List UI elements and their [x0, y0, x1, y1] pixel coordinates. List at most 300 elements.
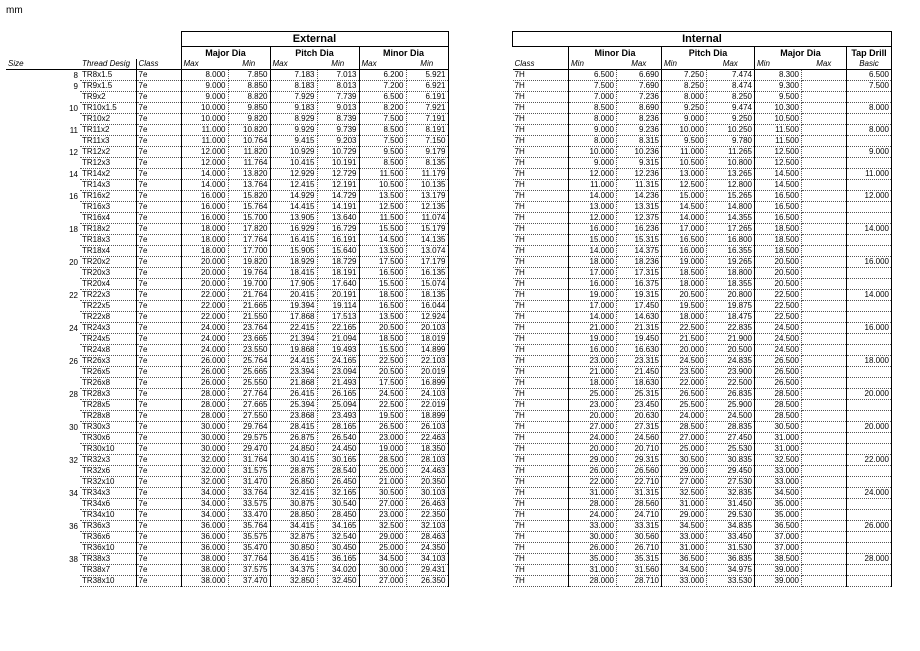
tap-drill-cell [847, 499, 892, 510]
internal-table-row [513, 367, 892, 378]
int-pitch-min-cell: 33.000 [662, 532, 707, 543]
int-minor-max-cell: 27.315 [617, 422, 662, 433]
internal-class-cell: 7H [513, 565, 569, 576]
size-cell: 28 [69, 389, 78, 399]
int-major-max-cell [802, 301, 847, 312]
int-major-min-cell: 9.500 [755, 92, 802, 103]
internal-class-cell: 7H [513, 510, 569, 521]
external-table-row [6, 224, 448, 235]
external-table-row [6, 158, 448, 169]
size-cell: 26 [69, 356, 78, 366]
external-table-row [6, 279, 448, 290]
int-pitch-max-cell: 7.474 [707, 70, 755, 81]
minor-min-cell: 15.074 [406, 279, 448, 290]
pitch-max-cell: 14.415 [270, 202, 317, 213]
int-minor-min-cell: 7.000 [569, 92, 617, 103]
int-major-min-cell: 28.500 [755, 400, 802, 411]
pitch-max-cell: 23.868 [270, 411, 317, 422]
minor-min-cell: 20.350 [406, 477, 448, 488]
int-major-min-cell: 31.000 [755, 444, 802, 455]
internal-table-row [513, 312, 892, 323]
tap-drill-cell [847, 312, 892, 323]
int-major-max-cell [802, 268, 847, 279]
major-max-cell: 22.000 [181, 312, 228, 323]
int-major-max-cell [802, 510, 847, 521]
tap-drill-cell [847, 334, 892, 345]
int-minor-max-cell: 17.450 [617, 301, 662, 312]
internal-table-row [513, 466, 892, 477]
tap-drill-cell: 9.000 [847, 147, 892, 158]
class-cell: 7e [136, 334, 181, 345]
major-max-cell: 20.000 [181, 268, 228, 279]
pitch-max-cell: 23.394 [270, 367, 317, 378]
int-major-min-cell: 22.500 [755, 312, 802, 323]
internal-class-cell: 7H [513, 268, 569, 279]
int-minor-min-cell: 24.000 [569, 433, 617, 444]
major-max-cell: 11.000 [181, 136, 228, 147]
internal-class-cell: 7H [513, 323, 569, 334]
thread-designation-cell: TR18x3 [80, 235, 136, 246]
size-cell: 36 [69, 521, 78, 531]
int-pitch-min-cell: 27.000 [662, 433, 707, 444]
int-major-min-cell: 36.500 [755, 521, 802, 532]
pitch-max-cell: 30.415 [270, 455, 317, 466]
int-pitch-max-cell: 14.355 [707, 213, 755, 224]
minor-min-cell: 15.179 [406, 224, 448, 235]
thread-designation-cell: TR38x7 [80, 565, 136, 576]
minor-min-cell: 16.899 [406, 378, 448, 389]
class-cell: 7e [136, 378, 181, 389]
tap-drill-basic-header: Basic [847, 59, 892, 70]
thread-designation-cell: TR20x4 [80, 279, 136, 290]
size-cell [6, 400, 80, 411]
external-table-row [6, 202, 448, 213]
minor-min-cell: 24.350 [406, 543, 448, 554]
size-cell: 30 [69, 422, 78, 432]
pitch-min-cell: 34.020 [317, 565, 359, 576]
minor-min-cell: 18.019 [406, 334, 448, 345]
internal-class-header: Class [513, 59, 569, 70]
int-major-max-cell [802, 136, 847, 147]
minor-min-cell: 26.463 [406, 499, 448, 510]
internal-table-row [513, 224, 892, 235]
internal-table-row [513, 521, 892, 532]
internal-class-cell: 7H [513, 422, 569, 433]
minor-min-cell: 28.103 [406, 455, 448, 466]
int-major-min-cell: 22.500 [755, 301, 802, 312]
unit-label: mm [6, 5, 23, 16]
tap-drill-cell [847, 92, 892, 103]
minor-max-cell: 15.500 [359, 224, 406, 235]
internal-class-cell: 7H [513, 356, 569, 367]
int-major-max-cell [802, 202, 847, 213]
int-minor-min-cell: 20.000 [569, 411, 617, 422]
tap-drill-cell [847, 268, 892, 279]
thread-designation-cell: TR28x5 [80, 400, 136, 411]
int-pitch-min-cell: 9.500 [662, 136, 707, 147]
major-min-cell: 17.820 [228, 224, 270, 235]
int-pitch-min-cell: 27.000 [662, 477, 707, 488]
major-max-cell: 26.000 [181, 378, 228, 389]
pitch-max-cell: 12.415 [270, 180, 317, 191]
minor-min-cell: 7.150 [406, 136, 448, 147]
int-pitch-max-cell: 10.800 [707, 158, 755, 169]
tap-drill-cell: 20.000 [847, 422, 892, 433]
minor-max-cell: 8.200 [359, 103, 406, 114]
internal-table-row [513, 444, 892, 455]
int-pitch-max-cell: 16.800 [707, 235, 755, 246]
internal-minor-dia-header: Minor Dia [569, 47, 662, 60]
minor-max-cell: 30.000 [359, 565, 406, 576]
int-major-max-cell [802, 169, 847, 180]
internal-class-cell: 7H [513, 345, 569, 356]
minor-min-cell: 22.103 [406, 356, 448, 367]
int-minor-max-cell: 21.315 [617, 323, 662, 334]
class-cell: 7e [136, 312, 181, 323]
internal-class-cell: 7H [513, 543, 569, 554]
external-table-row [6, 92, 448, 103]
external-table-row [6, 290, 448, 301]
pitch-min-cell: 8.013 [317, 81, 359, 92]
internal-table-row [513, 411, 892, 422]
int-major-max-cell [802, 70, 847, 81]
thread-designation-cell: TR12x2 [80, 147, 136, 158]
external-table-row [6, 543, 448, 554]
size-cell: 24 [69, 323, 78, 333]
int-pitch-max-cell: 25.900 [707, 400, 755, 411]
int-pitch-max-cell: 18.355 [707, 279, 755, 290]
int-minor-max-cell: 15.315 [617, 235, 662, 246]
internal-table-row [513, 81, 892, 92]
int-pitch-max-cell: 9.474 [707, 103, 755, 114]
int-pitch-max-cell: 10.250 [707, 125, 755, 136]
int-pitch-min-cell: 18.000 [662, 312, 707, 323]
minor-max-cell: 20.500 [359, 323, 406, 334]
tap-drill-cell [847, 466, 892, 477]
pitch-min-cell: 32.540 [317, 532, 359, 543]
int-minor-min-cell: 19.000 [569, 290, 617, 301]
pitch-min-header: Min [317, 59, 359, 70]
pitch-max-cell: 9.929 [270, 125, 317, 136]
major-min-cell: 11.820 [228, 147, 270, 158]
int-minor-min-cell: 24.000 [569, 510, 617, 521]
pitch-max-cell: 19.394 [270, 301, 317, 312]
int-major-max-cell [802, 147, 847, 158]
minor-max-cell: 19.000 [359, 444, 406, 455]
internal-table-row [513, 169, 892, 180]
internal-table-row [513, 532, 892, 543]
size-cell [6, 246, 80, 257]
int-major-min-cell: 28.500 [755, 411, 802, 422]
int-pitch-max-cell: 17.265 [707, 224, 755, 235]
size-cell: 16 [69, 191, 78, 201]
int-minor-min-cell: 28.000 [569, 576, 617, 587]
int-minor-min-cell: 8.500 [569, 103, 617, 114]
external-class-header: Class [136, 59, 181, 70]
pitch-min-cell: 9.203 [317, 136, 359, 147]
pitch-max-cell: 10.929 [270, 147, 317, 158]
int-major-min-cell: 18.500 [755, 235, 802, 246]
int-pitch-max-cell: 8.250 [707, 92, 755, 103]
int-minor-min-cell: 18.000 [569, 378, 617, 389]
int-pitch-max-cell: 9.780 [707, 136, 755, 147]
major-max-cell: 36.000 [181, 543, 228, 554]
int-major-max-cell [802, 532, 847, 543]
int-minor-max-cell: 6.690 [617, 70, 662, 81]
major-min-cell: 13.764 [228, 180, 270, 191]
int-pitch-max-cell: 19.265 [707, 257, 755, 268]
int-minor-min-cell: 17.000 [569, 301, 617, 312]
int-pitch-max-cell: 33.450 [707, 532, 755, 543]
int-minor-min-cell: 18.000 [569, 257, 617, 268]
minor-min-cell: 18.135 [406, 290, 448, 301]
tap-drill-cell [847, 114, 892, 125]
int-minor-max-cell: 30.560 [617, 532, 662, 543]
class-cell: 7e [136, 290, 181, 301]
int-major-max-cell [802, 356, 847, 367]
pitch-min-cell: 25.094 [317, 400, 359, 411]
major-min-cell: 8.820 [228, 92, 270, 103]
pitch-min-cell: 16.191 [317, 235, 359, 246]
int-major-min-cell: 24.500 [755, 323, 802, 334]
int-pitch-max-cell: 34.975 [707, 565, 755, 576]
int-minor-max-cell: 28.710 [617, 576, 662, 587]
major-max-cell: 20.000 [181, 279, 228, 290]
tap-drill-cell [847, 510, 892, 521]
internal-table-row [513, 191, 892, 202]
int-minor-max-cell: 18.630 [617, 378, 662, 389]
external-table-row [6, 400, 448, 411]
class-cell: 7e [136, 202, 181, 213]
internal-class-cell: 7H [513, 521, 569, 532]
minor-max-cell: 20.500 [359, 367, 406, 378]
internal-table-row [513, 92, 892, 103]
pitch-min-cell: 10.729 [317, 147, 359, 158]
pitch-min-cell: 26.165 [317, 389, 359, 400]
major-max-cell: 36.000 [181, 532, 228, 543]
internal-class-cell: 7H [513, 367, 569, 378]
tap-drill-cell: 20.000 [847, 389, 892, 400]
thread-designation-cell: TR36x6 [80, 532, 136, 543]
external-table-row [6, 455, 448, 466]
minor-max-cell: 17.500 [359, 257, 406, 268]
int-pitch-min-cell: 8.000 [662, 92, 707, 103]
int-major-min-cell: 26.500 [755, 378, 802, 389]
thread-designation-cell: TR22x3 [80, 290, 136, 301]
int-major-max-cell [802, 565, 847, 576]
minor-max-cell: 6.200 [359, 70, 406, 81]
size-cell [6, 510, 80, 521]
pitch-min-cell: 9.739 [317, 125, 359, 136]
internal-table-row [513, 433, 892, 444]
thread-designation-cell: TR26x5 [80, 367, 136, 378]
minor-min-cell: 17.179 [406, 257, 448, 268]
int-major-min-cell: 28.500 [755, 389, 802, 400]
pitch-max-cell: 34.415 [270, 521, 317, 532]
external-table-row [6, 213, 448, 224]
tap-drill-cell [847, 345, 892, 356]
thread-designation-cell: TR14x3 [80, 180, 136, 191]
class-cell: 7e [136, 92, 181, 103]
internal-class-cell: 7H [513, 400, 569, 411]
pitch-min-cell: 18.729 [317, 257, 359, 268]
major-min-cell: 31.575 [228, 466, 270, 477]
int-major-max-cell [802, 81, 847, 92]
pitch-max-cell: 26.875 [270, 433, 317, 444]
internal-class-cell: 7H [513, 257, 569, 268]
internal-class-cell: 7H [513, 488, 569, 499]
thread-designation-cell: TR30x10 [80, 444, 136, 455]
size-cell [6, 411, 80, 422]
int-pitch-min-cell: 22.000 [662, 378, 707, 389]
minor-min-cell: 22.350 [406, 510, 448, 521]
thread-designation-cell: TR28x8 [80, 411, 136, 422]
int-minor-min-cell: 8.000 [569, 114, 617, 125]
int-minor-min-cell: 28.000 [569, 499, 617, 510]
pitch-max-cell: 24.415 [270, 356, 317, 367]
major-max-cell: 10.000 [181, 103, 228, 114]
thread-designation-cell: TR9x2 [80, 92, 136, 103]
pitch-min-cell: 14.729 [317, 191, 359, 202]
int-minor-min-cell: 35.000 [569, 554, 617, 565]
internal-table-row [513, 246, 892, 257]
thread-designation-cell: TR32x10 [80, 477, 136, 488]
int-pitch-max-cell: 22.835 [707, 323, 755, 334]
int-minor-min-cell: 17.000 [569, 268, 617, 279]
class-cell: 7e [136, 565, 181, 576]
int-pitch-min-cell: 31.000 [662, 499, 707, 510]
thread-designation-cell: TR14x2 [80, 169, 136, 180]
pitch-min-cell: 28.540 [317, 466, 359, 477]
internal-class-cell: 7H [513, 235, 569, 246]
major-max-cell: 16.000 [181, 191, 228, 202]
class-cell: 7e [136, 389, 181, 400]
pitch-min-cell: 19.493 [317, 345, 359, 356]
int-pitch-min-cell: 10.500 [662, 158, 707, 169]
int-major-max-cell [802, 191, 847, 202]
int-major-min-cell: 22.500 [755, 290, 802, 301]
class-cell: 7e [136, 576, 181, 587]
pitch-max-cell: 24.850 [270, 444, 317, 455]
int-minor-max-cell: 22.710 [617, 477, 662, 488]
pitch-min-cell: 30.540 [317, 499, 359, 510]
tap-drill-cell [847, 543, 892, 554]
internal-table-row [513, 576, 892, 587]
int-pitch-max-cell: 21.900 [707, 334, 755, 345]
pitch-min-cell: 30.450 [317, 543, 359, 554]
int-pitch-max-cell: 29.530 [707, 510, 755, 521]
pitch-min-cell: 20.191 [317, 290, 359, 301]
int-major-min-cell: 38.500 [755, 554, 802, 565]
internal-class-cell: 7H [513, 202, 569, 213]
int-pitch-min-cell: 12.500 [662, 180, 707, 191]
int-minor-min-cell: 16.000 [569, 279, 617, 290]
internal-class-cell: 7H [513, 191, 569, 202]
int-pitch-min-cell: 25.500 [662, 400, 707, 411]
tap-drill-cell [847, 400, 892, 411]
external-table-row [6, 147, 448, 158]
pitch-min-cell: 21.094 [317, 334, 359, 345]
pitch-min-cell: 19.114 [317, 301, 359, 312]
int-major-min-cell: 39.000 [755, 565, 802, 576]
int-minor-max-cell: 16.236 [617, 224, 662, 235]
int-major-max-cell [802, 158, 847, 169]
int-major-max-cell [802, 378, 847, 389]
internal-class-cell: 7H [513, 125, 569, 136]
major-max-cell: 32.000 [181, 477, 228, 488]
thread-designation-cell: TR8x1.5 [80, 70, 136, 81]
internal-table-row [513, 147, 892, 158]
internal-table-row [513, 235, 892, 246]
int-pitch-min-cell: 17.000 [662, 224, 707, 235]
int-pitch-min-cell: 7.250 [662, 70, 707, 81]
int-pitch-min-cell: 9.250 [662, 103, 707, 114]
pitch-max-cell: 7.183 [270, 70, 317, 81]
int-minor-max-cell: 11.315 [617, 180, 662, 191]
class-cell: 7e [136, 356, 181, 367]
internal-class-cell: 7H [513, 334, 569, 345]
int-minor-max-cell: 24.710 [617, 510, 662, 521]
major-min-cell: 27.665 [228, 400, 270, 411]
internal-class-cell: 7H [513, 466, 569, 477]
tap-drill-cell [847, 202, 892, 213]
int-major-max-cell [802, 477, 847, 488]
int-pitch-min-cell: 33.000 [662, 576, 707, 587]
size-cell: 12 [69, 147, 78, 157]
int-pitch-max-cell: 12.800 [707, 180, 755, 191]
major-min-cell: 23.550 [228, 345, 270, 356]
internal-class-cell: 7H [513, 554, 569, 565]
int-pitch-max-cell: 28.835 [707, 422, 755, 433]
size-cell [6, 312, 80, 323]
minor-min-cell: 10.135 [406, 180, 448, 191]
thread-designation-cell: TR36x3 [80, 521, 136, 532]
internal-table-row [513, 389, 892, 400]
external-table-row [6, 345, 448, 356]
major-min-cell: 31.764 [228, 455, 270, 466]
pitch-max-header: Max [270, 59, 317, 70]
int-minor-min-cell: 31.000 [569, 488, 617, 499]
minor-min-cell: 18.899 [406, 411, 448, 422]
major-max-cell: 24.000 [181, 345, 228, 356]
tap-drill-cell [847, 279, 892, 290]
external-thread-table [6, 31, 449, 587]
int-minor-min-cell: 14.000 [569, 312, 617, 323]
int-pitch-max-cell: 20.800 [707, 290, 755, 301]
int-minor-min-cell: 23.000 [569, 400, 617, 411]
int-minor-max-cell: 8.315 [617, 136, 662, 147]
pitch-min-cell: 32.165 [317, 488, 359, 499]
size-header: Size [6, 59, 80, 70]
int-major-max-cell [802, 499, 847, 510]
int-minor-max-cell: 33.315 [617, 521, 662, 532]
major-max-cell: 10.000 [181, 114, 228, 125]
int-pitch-max-cell: 31.530 [707, 543, 755, 554]
major-min-cell: 23.665 [228, 334, 270, 345]
minor-min-cell: 22.463 [406, 433, 448, 444]
major-min-cell: 8.850 [228, 81, 270, 92]
external-table-row [6, 532, 448, 543]
tap-drill-cell [847, 367, 892, 378]
int-minor-max-cell: 13.315 [617, 202, 662, 213]
int-pitch-max-header: Max [707, 59, 755, 70]
minor-max-cell: 25.000 [359, 466, 406, 477]
thread-designation-cell: TR20x2 [80, 257, 136, 268]
thread-designation-cell: TR36x10 [80, 543, 136, 554]
size-cell [6, 136, 80, 147]
int-pitch-max-cell: 24.500 [707, 411, 755, 422]
pitch-max-cell: 18.929 [270, 257, 317, 268]
